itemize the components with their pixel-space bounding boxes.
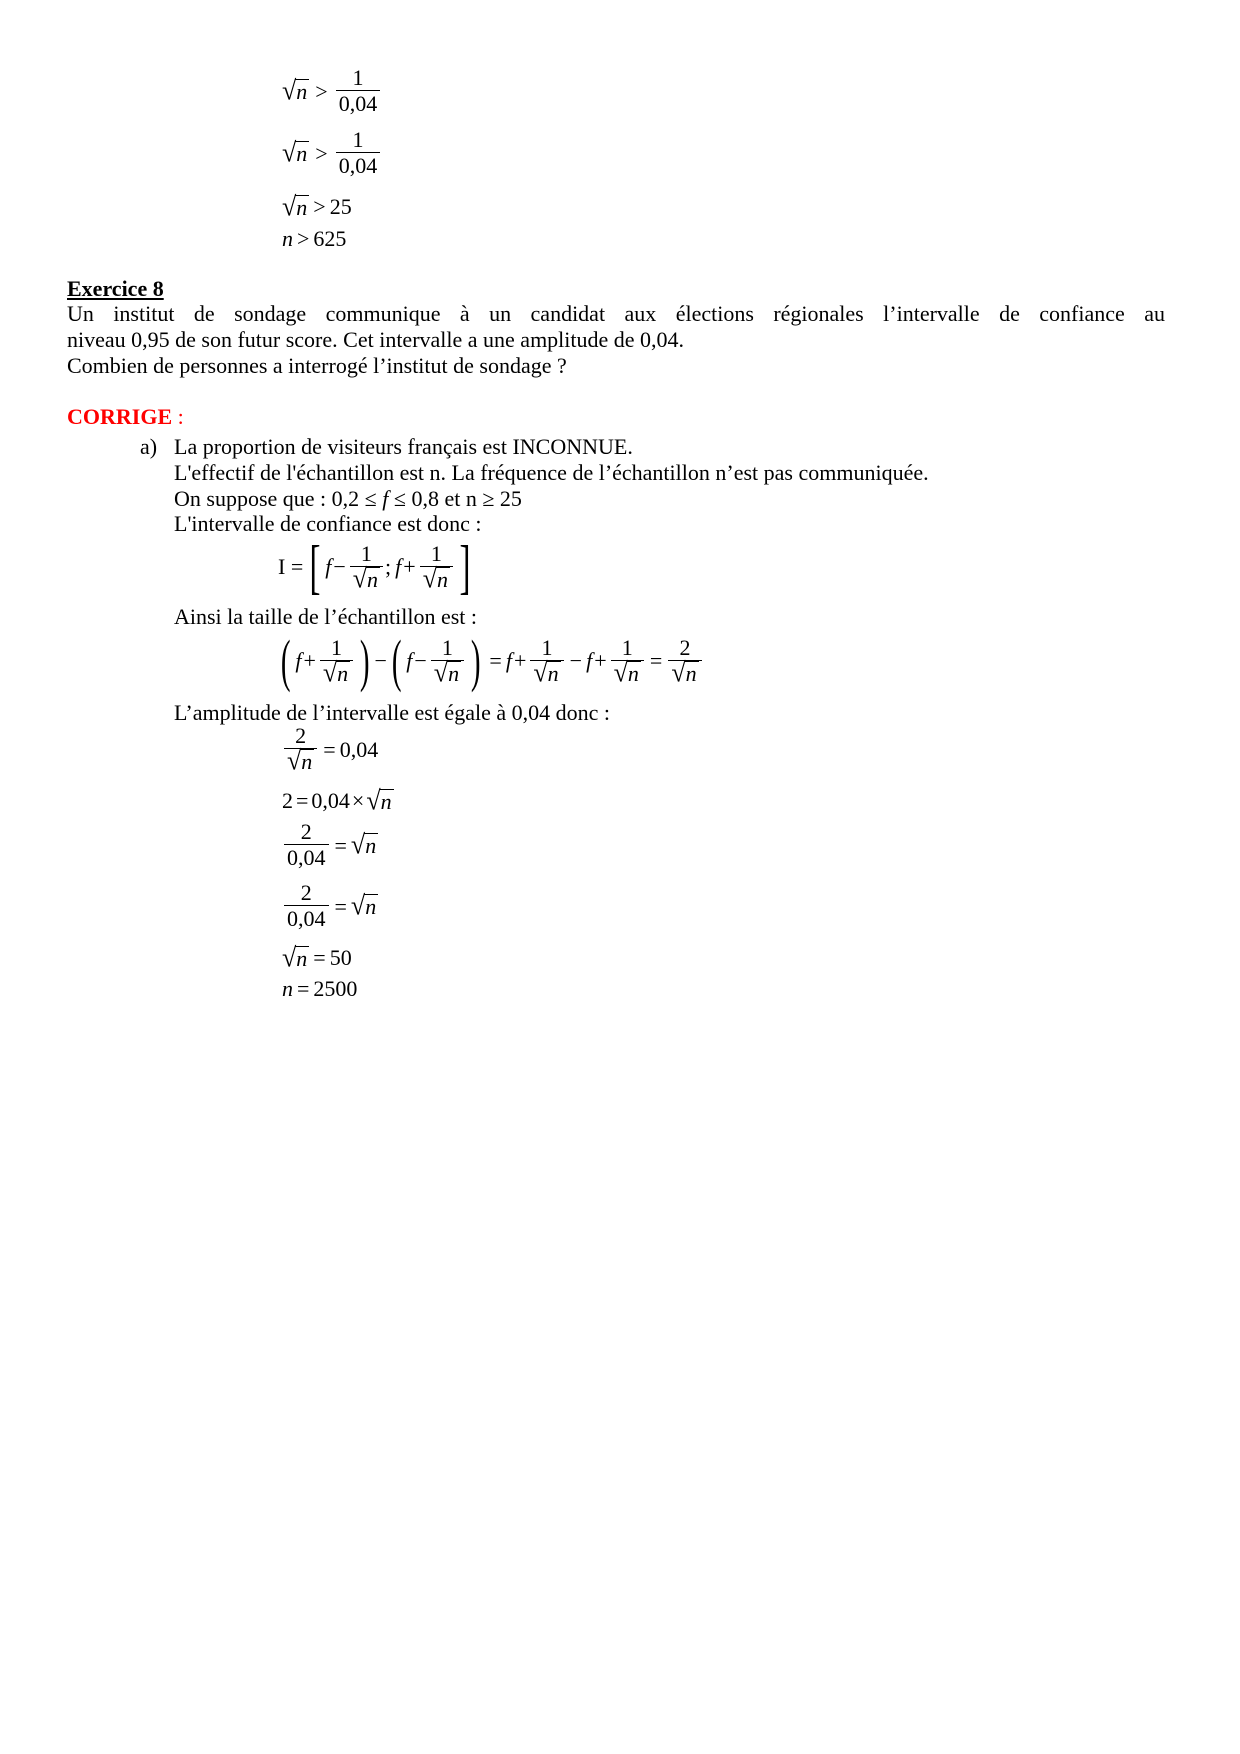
sqrt-n: √ n xyxy=(282,75,308,106)
assumption-line: On suppose que : 0,2 ≤ f ≤ 0,8 et n ≥ 25 xyxy=(174,486,522,511)
corrige-heading: CORRIGE : xyxy=(67,404,184,429)
exercise-line-2: niveau 0,95 de son futur score. Cet intervalle a une amplitude de 0,04. xyxy=(67,327,685,352)
fraction: 1 √ n xyxy=(350,542,383,593)
size-intro: Ainsi la taille de l’échantillon est : xyxy=(174,604,478,629)
amplitude-intro: L’amplitude de l’intervalle est égale à 0,04 donc : xyxy=(174,700,610,725)
fraction: 2 √ n xyxy=(284,724,317,775)
interval-intro: L'intervalle de confiance est donc : xyxy=(174,511,482,536)
sqrt-n: √ n xyxy=(282,190,308,222)
fraction: 2 √ n xyxy=(668,636,701,687)
exercise-line-3: Combien de personnes a interrogé l’institut de sondage ? xyxy=(67,353,567,378)
exercise-title: Exercice 8 xyxy=(67,276,164,301)
fraction: $\frac{1}{0,04}$ xyxy=(336,128,381,179)
top-derivation-line-2: √ n > $\frac{1}{0,04}$ xyxy=(282,128,382,179)
fraction: 1 √ n xyxy=(611,636,644,687)
difference-formula: ( f + 1 √ n ) − ( f − 1 √ n ) = f + 1 √ n − f + 1 √ n = 2 √ n xyxy=(276,632,704,690)
fraction: 1 √ n xyxy=(530,636,563,687)
corrige-item-text: La proportion de visiteurs français est INCONNUE. xyxy=(174,434,633,459)
top-derivation-line-1: √ n > $\frac{1}{0,04}$ xyxy=(282,66,382,117)
fraction: 1 √ n xyxy=(420,542,453,593)
corrige-label: CORRIGE xyxy=(67,404,173,429)
final-eq-2: 2 = 0,04 × √ n xyxy=(282,784,392,816)
sqrt-n: √ n xyxy=(282,137,308,168)
final-eq-3: $\frac{2}{0,04}$ = √ n xyxy=(282,820,378,871)
corrige-item-marker: a) xyxy=(140,434,158,459)
corrige-text-2: L'effectif de l'échantillon est n. La fréquence de l’échantillon n’est pas communiquée. xyxy=(174,460,929,485)
top-derivation-line-4: n > 625 xyxy=(282,226,347,251)
fraction: 1 √ n xyxy=(320,636,353,687)
final-eq-5: √ n = 50 xyxy=(282,941,352,973)
fraction: 1 √ n xyxy=(431,636,464,687)
fraction: $\frac{2}{0,04}$ xyxy=(284,820,329,871)
right-bracket: ] xyxy=(459,534,471,600)
exercise-line-1: Un institut de sondage communique à un candidat aux élections régionales l’intervalle de confiance au xyxy=(67,301,1165,326)
final-eq-1: 2 √ n = 0,04 xyxy=(282,724,378,775)
fraction: $\frac{2}{0,04}$ xyxy=(284,881,329,932)
sqrt-n: √ n xyxy=(282,941,308,973)
final-eq-6: n = 2500 xyxy=(282,976,358,1001)
interval-formula: I = [ f − 1 √ n ; f + 1 √ n ] xyxy=(278,534,471,600)
sqrt-n: √ n xyxy=(366,784,392,816)
fraction: $\frac{1}{0,04}$ xyxy=(336,66,381,117)
left-bracket: [ xyxy=(309,534,321,600)
sqrt-n: √ n xyxy=(350,890,377,921)
final-eq-4: $\frac{2}{0,04}$ = √ n xyxy=(282,881,378,932)
sqrt-n: √ n xyxy=(350,829,377,860)
top-derivation-line-3: √ n > 25 xyxy=(282,190,352,222)
